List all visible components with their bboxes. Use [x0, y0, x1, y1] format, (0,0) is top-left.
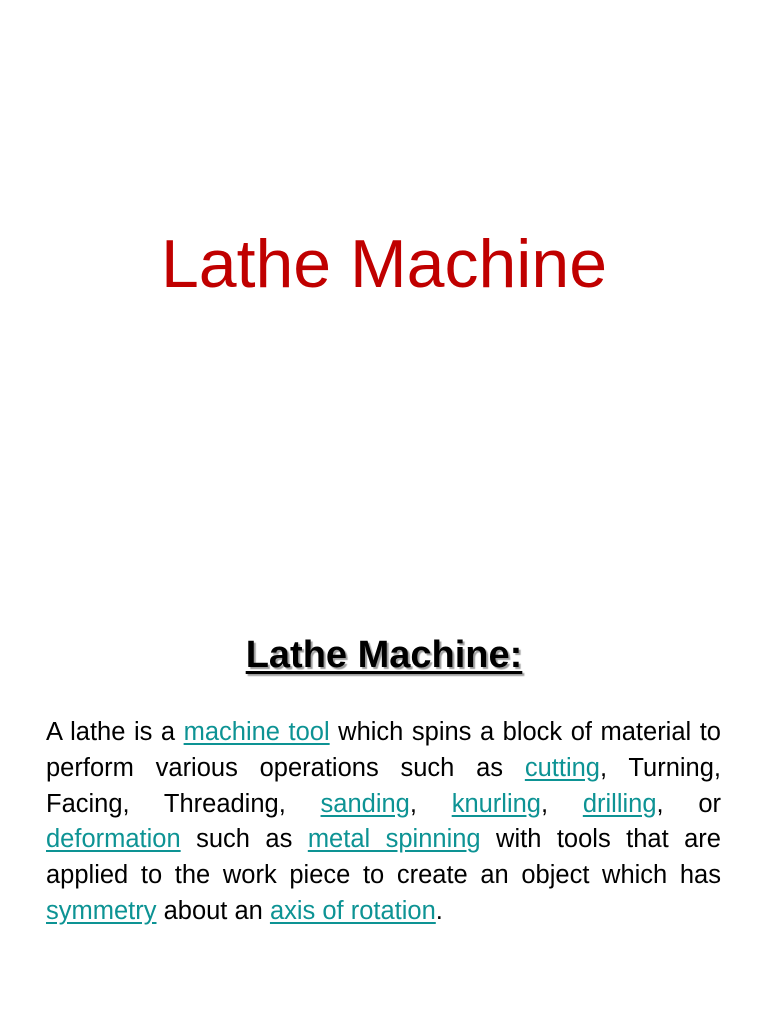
text-segment: A lathe is a — [46, 718, 184, 746]
text-segment: with tools that are applied to the work piece to create an object which has — [46, 825, 721, 890]
text-segment: about an — [156, 896, 270, 925]
text-segment: , or — [656, 789, 722, 818]
main-title: Lathe Machine — [160, 226, 608, 302]
text-segment: . — [435, 896, 443, 925]
link-deformation[interactable]: deformation — [46, 825, 181, 854]
link-symmetry[interactable]: symmetry — [46, 896, 157, 925]
link-metal-spinning[interactable]: metal spinning — [307, 825, 481, 854]
link-sanding[interactable]: sanding — [320, 789, 410, 818]
link-machine-tool[interactable]: machine tool — [183, 718, 330, 746]
link-cutting[interactable]: cutting — [524, 753, 600, 782]
text-segment: which spins a block of material to perform various operations such as — [46, 718, 721, 782]
lathe-description — [46, 715, 721, 930]
text-segment: , Turning, Facing, Threading, — [46, 753, 721, 818]
link-drilling[interactable]: drilling — [582, 789, 657, 818]
text-segment: , — [541, 789, 583, 818]
link-axis-of-rotation[interactable]: axis of rotation — [269, 896, 436, 925]
link-knurling[interactable]: knurling — [451, 789, 541, 818]
text-segment: , — [409, 789, 452, 818]
section-heading: Lathe Machine: — [245, 634, 523, 676]
content-slide — [0, 600, 768, 1024]
text-segment: such as — [180, 825, 308, 854]
